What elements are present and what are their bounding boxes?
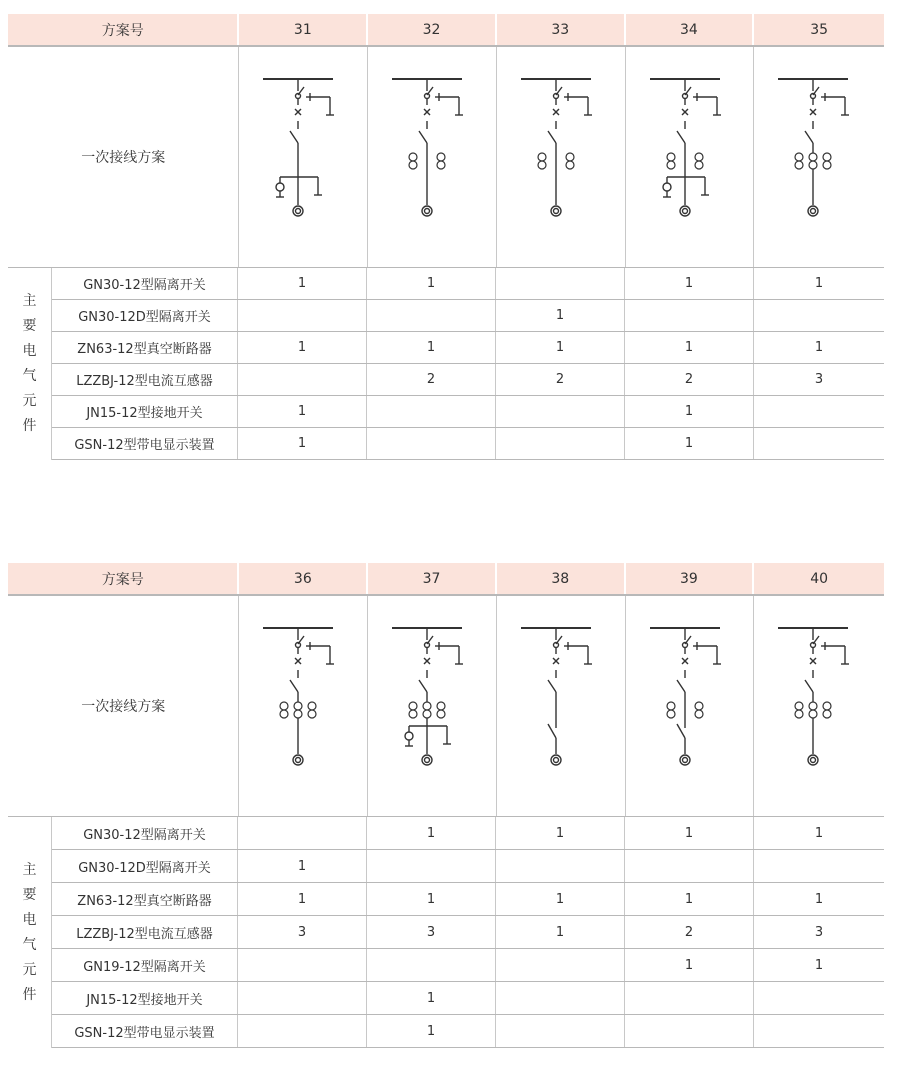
cable-termination-outer [808, 206, 818, 216]
quantity-cell: 2 [367, 364, 496, 395]
quantity-cell: 2 [625, 364, 754, 395]
group-label-char: 要 [22, 886, 37, 903]
cable-termination-inner [553, 758, 558, 763]
wiring-diagram-37 [368, 596, 497, 816]
table-header [8, 14, 884, 47]
diagram-scheme-31 [239, 47, 368, 267]
quantity-cell: 1 [625, 883, 754, 915]
breaker-blade [419, 131, 427, 143]
wiring-diagram-row [8, 596, 884, 817]
wiring-diagram-39 [626, 596, 755, 816]
cable-termination-inner [553, 209, 558, 214]
quantity-cell: 1 [496, 916, 625, 948]
cable-termination-inner [425, 209, 430, 214]
voltage-indicator [405, 732, 413, 740]
quantity-cell: 1 [238, 850, 367, 882]
quantity-cell: 1 [367, 1015, 496, 1047]
quantity-cell: 1 [496, 883, 625, 915]
quantity-cell: 1 [496, 817, 625, 849]
wiring-diagram-34 [626, 47, 755, 267]
group-label-char: 电 [22, 343, 37, 359]
table-row [52, 850, 884, 883]
quantity-cell [496, 268, 625, 299]
table-row [52, 916, 884, 949]
quantity-cell [238, 817, 367, 849]
current-transformer-symbol [308, 702, 316, 718]
quantity-cell [625, 982, 754, 1014]
voltage-indicator [663, 183, 671, 191]
quantity-cell: 1 [367, 817, 496, 849]
quantity-cell: 1 [625, 332, 754, 363]
cable-termination-outer [808, 755, 818, 765]
component-name: LZZBJ-12型电流互感器 [52, 364, 238, 395]
cable-termination-outer [551, 206, 561, 216]
quantity-cell: 1 [814, 276, 824, 291]
cable-termination-inner [811, 758, 816, 763]
current-transformer-symbol [667, 153, 675, 169]
table-row [52, 268, 884, 300]
quantity-cell [496, 428, 625, 459]
component-rows [52, 817, 884, 1048]
quantity-cell: 1 [367, 982, 496, 1014]
wiring-diagram-32 [368, 47, 497, 267]
component-rows [52, 268, 884, 460]
diagram-scheme-32 [368, 47, 497, 267]
wiring-diagram-40 [754, 596, 884, 816]
quantity-cell: 1 [238, 428, 367, 459]
table-row [52, 1015, 884, 1048]
quantity-cell [238, 1015, 367, 1047]
cable-termination-outer [293, 206, 303, 216]
current-transformer-symbol [437, 702, 445, 718]
group-label-char: 元 [22, 393, 37, 409]
cable-termination-inner [682, 758, 687, 763]
cable-termination-outer [551, 755, 561, 765]
quantity-cell: 1 [814, 825, 824, 841]
quantity-cell: 1 [238, 268, 367, 299]
quantity-cell: 3 [367, 916, 496, 948]
header-scheme-label: 方案号 [8, 14, 239, 45]
scheme-table-2 [8, 563, 884, 1048]
group-label-char: 元 [22, 961, 37, 978]
quantity-cell: 2 [496, 364, 625, 395]
wiring-diagram-label: 一次接线方案 [8, 47, 239, 267]
header-scheme-36: 36 [239, 563, 368, 594]
header-scheme-34: 34 [626, 14, 755, 45]
group-label-main-components [8, 268, 52, 460]
quantity-cell: 1 [238, 883, 367, 915]
disconnector-blade [677, 724, 685, 738]
wiring-diagram-36 [239, 596, 368, 816]
component-name: GSN-12型带电显示装置 [52, 428, 238, 459]
group-label-char: 要 [22, 318, 37, 334]
wiring-diagram-row [8, 47, 884, 268]
current-transformer-symbol [809, 153, 817, 169]
table-row [52, 982, 884, 1015]
disconnector-blade [548, 724, 556, 738]
breaker-blade [548, 131, 556, 143]
quantity-cell [496, 396, 625, 427]
table-row [52, 817, 884, 850]
current-transformer-symbol [280, 702, 288, 718]
quantity-cell [238, 982, 367, 1014]
component-name: ZN63-12型真空断路器 [52, 332, 238, 363]
quantity-cell: 1 [625, 268, 754, 299]
table-row [52, 949, 884, 982]
quantity-cell: 1 [814, 957, 824, 973]
wiring-diagram-35 [754, 47, 884, 267]
quantity-cell: 1 [625, 949, 754, 981]
quantity-cell [754, 1015, 884, 1047]
breaker-blade [805, 680, 813, 692]
breaker-blade [548, 680, 556, 692]
quantity-cell [496, 949, 625, 981]
current-transformer-symbol [695, 702, 703, 718]
current-transformer-symbol [437, 153, 445, 169]
group-label-char: 件 [22, 418, 37, 434]
header-scheme-32: 32 [368, 14, 497, 45]
quantity-cell: 1 [238, 332, 367, 363]
voltage-indicator [276, 183, 284, 191]
current-transformer-symbol [695, 153, 703, 169]
quantity-cell: 3 [814, 372, 824, 387]
table-row [52, 364, 884, 396]
current-transformer-symbol [409, 153, 417, 169]
current-transformer-symbol [667, 702, 675, 718]
quantity-cell: 1 [625, 396, 754, 427]
current-transformer-symbol [409, 702, 417, 718]
quantity-cell: 2 [625, 916, 754, 948]
quantity-cell: 1 [367, 332, 496, 363]
quantity-cell [238, 300, 367, 331]
quantity-cell [754, 850, 884, 882]
header-scheme-37: 37 [368, 563, 497, 594]
table-row [52, 428, 884, 460]
quantity-cell: 1 [496, 332, 625, 363]
quantity-cell [367, 428, 496, 459]
quantity-cell: 1 [814, 340, 824, 355]
cable-termination-outer [422, 755, 432, 765]
quantity-cell [367, 396, 496, 427]
cable-termination-outer [422, 206, 432, 216]
diagram-scheme-38 [497, 596, 626, 816]
quantity-cell [754, 982, 884, 1014]
breaker-blade [805, 131, 813, 143]
quantity-cell [496, 850, 625, 882]
header-scheme-39: 39 [626, 563, 755, 594]
wiring-diagram-38 [497, 596, 626, 816]
quantity-cell [238, 949, 367, 981]
component-name: GSN-12型带电显示装置 [52, 1015, 238, 1047]
quantity-cell [367, 850, 496, 882]
cable-termination-inner [296, 209, 301, 214]
quantity-cell: 1 [625, 817, 754, 849]
breaker-blade [290, 131, 298, 143]
component-name: GN30-12型隔离开关 [52, 268, 238, 299]
group-label-char: 主 [22, 293, 37, 309]
quantity-cell: 1 [496, 300, 625, 331]
scheme-table-1 [8, 14, 884, 460]
table-header [8, 563, 884, 596]
table-row [52, 300, 884, 332]
cable-termination-inner [811, 209, 816, 214]
quantity-cell [496, 982, 625, 1014]
quantity-cell [625, 850, 754, 882]
wiring-diagram-33 [497, 47, 626, 267]
breaker-blade [419, 680, 427, 692]
diagram-scheme-40 [754, 596, 884, 816]
breaker-blade [290, 680, 298, 692]
quantity-cell [625, 300, 754, 331]
header-scheme-label: 方案号 [8, 563, 239, 594]
diagram-scheme-39 [626, 596, 755, 816]
current-transformer-symbol [795, 702, 803, 718]
cable-termination-outer [293, 755, 303, 765]
breaker-blade [677, 131, 685, 143]
quantity-cell [238, 364, 367, 395]
cable-termination-inner [425, 758, 430, 763]
component-name: GN30-12D型隔离开关 [52, 850, 238, 882]
cable-termination-inner [682, 209, 687, 214]
current-transformer-symbol [423, 702, 431, 718]
current-transformer-symbol [823, 153, 831, 169]
cable-termination-outer [680, 206, 690, 216]
current-transformer-symbol [795, 153, 803, 169]
quantity-cell [754, 428, 884, 459]
table-row [52, 332, 884, 364]
wiring-diagram-31 [239, 47, 368, 267]
component-name: ZN63-12型真空断路器 [52, 883, 238, 915]
header-scheme-40: 40 [810, 570, 829, 587]
group-label-char: 气 [22, 936, 37, 953]
component-name: GN19-12型隔离开关 [52, 949, 238, 981]
component-name: JN15-12型接地开关 [52, 396, 238, 427]
component-name: JN15-12型接地开关 [52, 982, 238, 1014]
current-transformer-symbol [809, 702, 817, 718]
wiring-diagram-label: 一次接线方案 [8, 596, 239, 816]
quantity-cell: 3 [814, 924, 824, 940]
quantity-cell: 1 [367, 268, 496, 299]
header-scheme-31: 31 [239, 14, 368, 45]
current-transformer-symbol [823, 702, 831, 718]
diagram-scheme-36 [239, 596, 368, 816]
quantity-cell: 1 [238, 396, 367, 427]
quantity-cell [625, 1015, 754, 1047]
quantity-cell: 1 [814, 891, 824, 907]
current-transformer-symbol [294, 702, 302, 718]
cable-termination-outer [680, 755, 690, 765]
table-row [52, 883, 884, 916]
component-name: GN30-12型隔离开关 [52, 817, 238, 849]
quantity-cell: 3 [238, 916, 367, 948]
diagram-scheme-33 [497, 47, 626, 267]
quantity-cell [496, 1015, 625, 1047]
header-scheme-35: 35 [810, 21, 829, 38]
quantity-cell [367, 300, 496, 331]
component-name: GN30-12D型隔离开关 [52, 300, 238, 331]
diagram-scheme-34 [626, 47, 755, 267]
header-scheme-38: 38 [497, 563, 626, 594]
cable-termination-inner [296, 758, 301, 763]
group-label-char: 主 [22, 861, 37, 878]
group-label-main-components [8, 817, 52, 1048]
current-transformer-symbol [566, 153, 574, 169]
component-name: LZZBJ-12型电流互感器 [52, 916, 238, 948]
group-label-char: 电 [22, 911, 37, 928]
quantity-cell: 1 [625, 428, 754, 459]
quantity-cell: 1 [367, 883, 496, 915]
table-row [52, 396, 884, 428]
group-label-char: 气 [22, 368, 37, 384]
breaker-blade [677, 680, 685, 692]
quantity-cell [754, 396, 884, 427]
quantity-cell [754, 300, 884, 331]
current-transformer-symbol [538, 153, 546, 169]
header-scheme-33: 33 [497, 14, 626, 45]
quantity-cell [367, 949, 496, 981]
diagram-scheme-35 [754, 47, 884, 267]
group-label-char: 件 [22, 986, 37, 1003]
diagram-scheme-37 [368, 596, 497, 816]
